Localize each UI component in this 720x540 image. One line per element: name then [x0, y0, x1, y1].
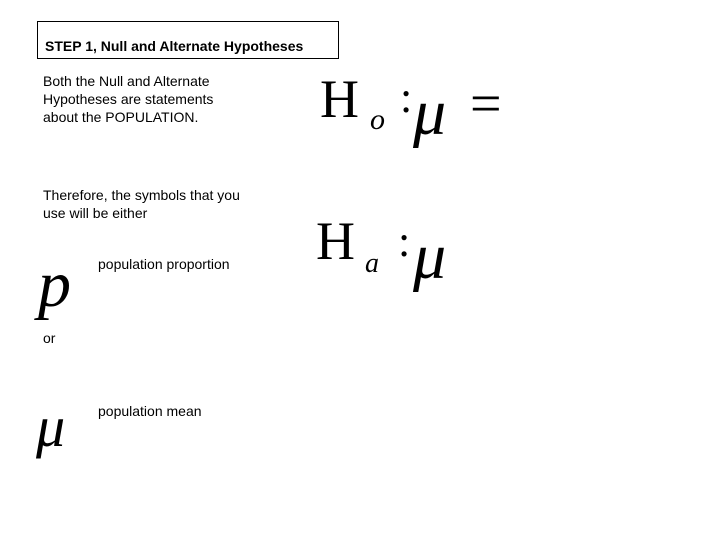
symbol-mu-label: population mean — [98, 403, 202, 419]
alt-colon: : — [398, 217, 411, 266]
therefore-paragraph — [43, 186, 240, 222]
null-relation: = — [470, 73, 502, 135]
alt-subscript: a — [365, 248, 379, 279]
null-mu: μ — [413, 76, 447, 149]
intro-line-2: Hypotheses are statements — [43, 91, 214, 107]
intro-line-1: Both the Null and Alternate — [43, 73, 210, 89]
null-subscript: o — [370, 103, 385, 136]
slide-title: STEP 1, Null and Alternate Hypotheses — [45, 38, 304, 54]
null-colon: : — [400, 73, 413, 122]
or-text: or — [43, 330, 56, 346]
therefore-line-1: Therefore, the symbols that you — [43, 187, 240, 203]
symbol-p-label: population proportion — [98, 256, 230, 272]
symbol-p: p — [38, 248, 71, 321]
title-box — [37, 21, 339, 59]
intro-paragraph — [43, 72, 213, 126]
intro-line-3: about the POPULATION. — [43, 109, 199, 125]
symbol-mu: μ — [36, 394, 66, 459]
null-h: H — [320, 69, 359, 129]
therefore-line-2: use will be either — [43, 205, 148, 221]
alt-h: H — [316, 211, 355, 271]
alt-mu: μ — [413, 220, 447, 293]
